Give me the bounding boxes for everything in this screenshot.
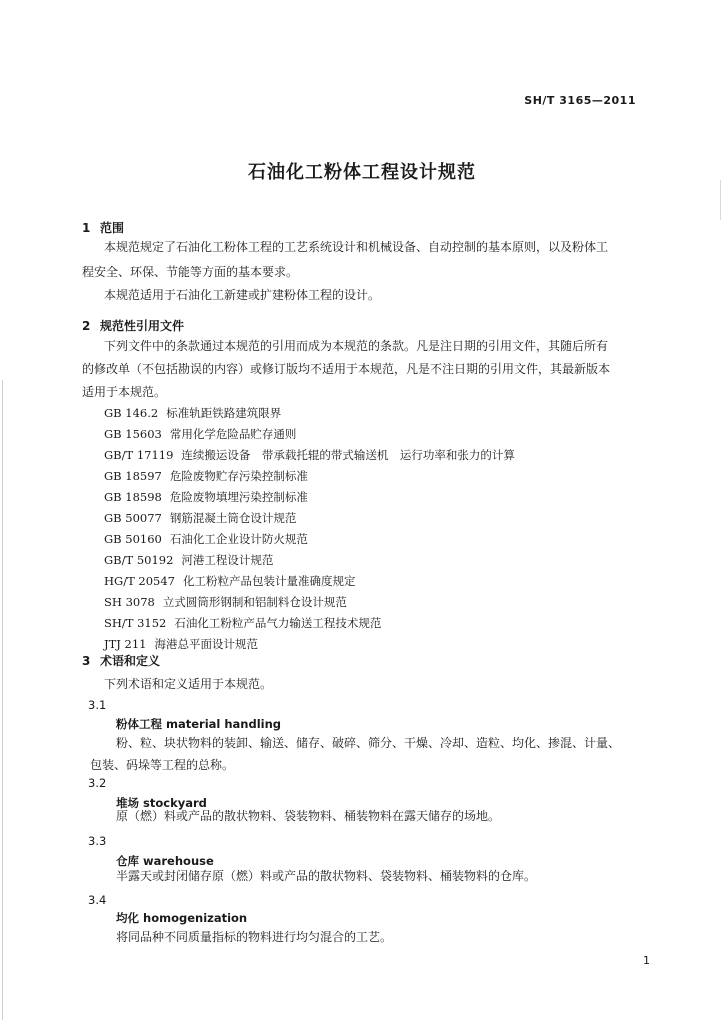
paragraph-line: 本规范规定了石油化工粉体工程的工艺系统设计和机械设备、自动控制的基本原则，以及粉体工 <box>104 240 609 254</box>
term-name: 堆场 stockyard <box>116 796 207 810</box>
reference-title: 钢筋混凝土筒仓设计规范 <box>169 511 297 525</box>
reference-item <box>104 468 308 484</box>
reference-title: 连续搬运设备 带承载托辊的带式输送机 运行功率和张力的计算 <box>181 448 515 462</box>
section-title: 术语和定义 <box>100 654 161 668</box>
term-number: 3.1 <box>88 698 107 712</box>
reference-code: GB 18597 <box>104 469 162 483</box>
section-title: 范围 <box>100 221 125 235</box>
section-number: 2 <box>82 319 91 333</box>
reference-code: GB/T 50192 <box>104 553 174 567</box>
reference-item <box>104 636 258 652</box>
paragraph-line: 下列术语和定义适用于本规范。 <box>104 677 273 691</box>
term-definition-line: 粉、粒、块状物料的装卸、输送、储存、破碎、筛分、干燥、冷却、造粒、均化、掺混、计量、 <box>116 736 621 750</box>
paragraph-line: 的修改单（不包括勘误的内容）或修订版均不适用于本规范，凡是不注日期的引用文件，其最新版本 <box>82 362 611 376</box>
reference-code: GB/T 17119 <box>104 448 174 462</box>
section-number: 1 <box>82 221 91 235</box>
reference-item <box>104 447 515 463</box>
reference-title: 危险废物填埋污染控制标准 <box>169 490 308 504</box>
reference-title: 危险废物贮存污染控制标准 <box>169 469 308 483</box>
reference-title: 石油化工粉粒产品气力输送工程技术规范 <box>174 616 382 630</box>
paragraph-line: 适用于本规范。 <box>82 385 167 399</box>
paragraph-line: 本规范适用于石油化工新建或扩建粉体工程的设计。 <box>104 288 381 302</box>
reference-code: GB 50160 <box>104 532 162 546</box>
reference-code: SH/T 3152 <box>104 616 167 630</box>
page-number: 1 <box>643 954 650 967</box>
section-heading-1 <box>82 219 124 236</box>
standard-number: SH/T 3165—2011 <box>524 94 636 107</box>
reference-code: GB 50077 <box>104 511 162 525</box>
reference-code: GB 146.2 <box>104 406 159 420</box>
reference-code: JTJ 211 <box>104 637 147 651</box>
reference-item <box>104 573 356 589</box>
reference-item <box>104 426 296 442</box>
reference-title: 石油化工企业设计防火规范 <box>169 532 308 546</box>
term-number: 3.4 <box>88 893 107 907</box>
reference-code: SH 3078 <box>104 595 155 609</box>
section-heading-3 <box>82 652 160 669</box>
reference-item <box>104 510 296 526</box>
scan-edge-right <box>720 180 721 220</box>
term-definition-line: 半露天或封闭储存原（燃）料或产品的散状物料、袋装物料、桶装物料的仓库。 <box>116 869 537 883</box>
reference-item <box>104 405 281 421</box>
reference-item <box>104 615 381 631</box>
paragraph-line: 下列文件中的条款通过本规范的引用而成为本规范的条款。凡是注日期的引用文件，其随后所有 <box>104 339 609 353</box>
reference-title: 立式圆筒形钢制和铝制料仓设计规范 <box>162 595 347 609</box>
reference-title: 河港工程设计规范 <box>181 553 274 567</box>
reference-title: 常用化学危险品贮存通则 <box>169 427 297 441</box>
term-name: 粉体工程 material handling <box>116 717 282 731</box>
reference-title: 化工粉粒产品包装计量准确度规定 <box>183 574 356 588</box>
reference-title: 标准轨距铁路建筑限界 <box>166 406 282 420</box>
reference-item <box>104 531 308 547</box>
document-title: 石油化工粉体工程设计规范 <box>248 162 476 183</box>
term-number: 3.3 <box>88 834 107 848</box>
term-definition-line: 包装、码垛等工程的总称。 <box>90 758 235 772</box>
reference-item <box>104 552 273 568</box>
scan-edge-left <box>2 380 3 1020</box>
section-number: 3 <box>82 654 91 668</box>
reference-code: HG/T 20547 <box>104 574 175 588</box>
term-definition-line: 原（燃）料或产品的散状物料、袋装物料、桶装物料在露天储存的场地。 <box>116 809 501 823</box>
section-title: 规范性引用文件 <box>100 319 185 333</box>
paragraph-line: 程安全、环保、节能等方面的基本要求。 <box>82 265 299 279</box>
term-definition-line: 将同品种不同质量指标的物料进行均匀混合的工艺。 <box>116 930 393 944</box>
reference-title: 海港总平面设计规范 <box>154 637 258 651</box>
reference-item <box>104 594 347 610</box>
term-number: 3.2 <box>88 776 107 790</box>
reference-code: GB 18598 <box>104 490 162 504</box>
term-name: 均化 homogenization <box>116 911 248 925</box>
section-heading-2 <box>82 317 184 334</box>
term-name: 仓库 warehouse <box>116 854 214 868</box>
reference-code: GB 15603 <box>104 427 162 441</box>
reference-item <box>104 489 308 505</box>
